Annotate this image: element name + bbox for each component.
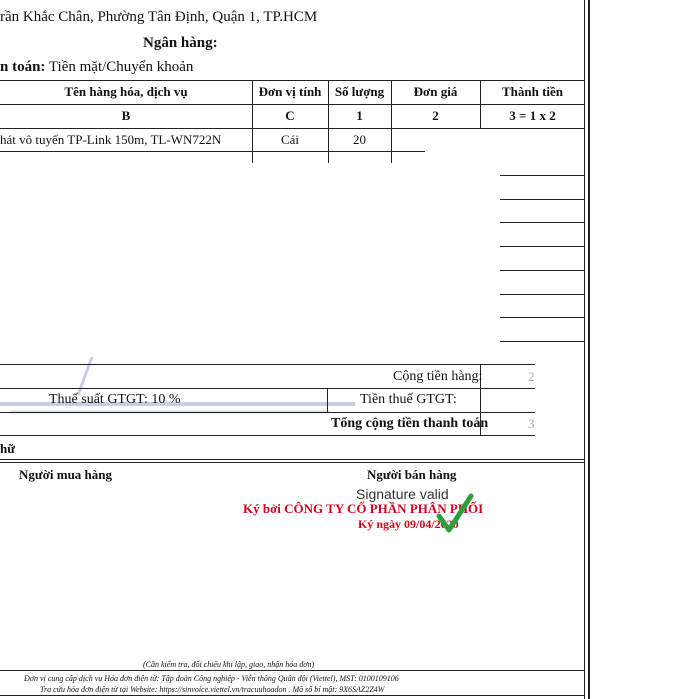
signature-top-border-2 — [0, 462, 585, 463]
amount-row-line-5 — [500, 270, 585, 271]
amount-row-line-4 — [500, 246, 585, 247]
col-code-price: 2 — [432, 108, 439, 123]
table-row-item-qty: 20 — [353, 132, 366, 147]
col-header-qty: Số lượng — [334, 84, 385, 99]
signed-by: Ký bởi CÔNG TY CỔ PHẦN PHÂN PHỐI — [243, 501, 484, 516]
footer-lookup: Tra cứu hóa đơn điện tử tại Website: https://sinvoice.viettel.vn/tracuuhoadon . Mã số bí mật: 9X6SAZ2Z4W — [40, 685, 385, 694]
buyer-label: Người mua hàng — [19, 467, 113, 482]
amount-row-line-7 — [500, 317, 585, 318]
signature-status: Signature valid — [356, 486, 449, 502]
footer-check-note: (Cần kiểm tra, đối chiếu khi lập, giao, nhận hóa đơn) — [143, 660, 315, 669]
bank-label: Ngân hàng: — [143, 35, 218, 51]
vat-rate — [49, 392, 181, 408]
totals-col-divider-1 — [327, 388, 328, 412]
amount-row-line-6 — [500, 294, 585, 295]
table-row-divider — [0, 151, 425, 152]
seller-label: Người bán hàng — [367, 467, 457, 482]
seller-address: rần Khắc Chân, Phường Tân Định, Quận 1, TP.HCM — [0, 9, 318, 25]
totals-divider-1 — [0, 388, 535, 389]
table-header-divider — [0, 104, 585, 105]
amount-row-line-2 — [500, 199, 585, 200]
amount-row-line-8 — [500, 341, 585, 342]
subtotal-label: Cộng tiền hàng: — [393, 369, 483, 384]
payment-label: n toán: — [0, 59, 46, 75]
col-code-unit: C — [285, 108, 295, 123]
amount-in-words-label: hữ — [0, 441, 16, 456]
grand-total-value: 3 — [528, 416, 535, 431]
payment-value: Tiền mặt/Chuyển khoản — [48, 59, 194, 75]
grand-total-label: Tổng cộng tiền thanh toán — [331, 416, 489, 431]
col-code-amount: 3 = 1 x 2 — [509, 108, 556, 123]
totals-divider-2 — [0, 412, 535, 413]
payment-method — [0, 59, 193, 76]
signed-date: Ký ngày 09/04/2020 — [358, 517, 459, 531]
col-code-name: B — [121, 108, 131, 123]
amount-row-line-1 — [500, 175, 585, 176]
vat-amount-label: Tiền thuế GTGT: — [360, 392, 457, 407]
col-header-name: Tên hàng hóa, dịch vụ — [64, 84, 188, 99]
table-top-border — [0, 80, 585, 81]
amount-row-line-3 — [500, 222, 585, 223]
right-border-outer — [588, 0, 590, 699]
footer-top-border — [0, 670, 585, 671]
watermark-strokes — [0, 355, 360, 425]
col-header-unit: Đơn vị tính — [258, 84, 322, 99]
vat-rate-value: 10 % — [151, 392, 181, 407]
footer-bottom-border — [0, 695, 585, 696]
subtotal-value: 2 — [528, 369, 535, 384]
table-row-item-unit: Cái — [280, 132, 300, 147]
col-code-qty: 1 — [356, 108, 363, 123]
footer-provider: Đơn vị cung cấp dịch vụ Hóa đơn điện tử: Tập đoàn Công nghiệp - Viễn thông Quân đội (Viettel), MST: 0100109106 — [24, 674, 399, 683]
vat-rate-label: Thuế suất GTGT: — [49, 392, 148, 407]
col-header-amount: Thành tiền — [501, 84, 564, 99]
signature-top-border — [0, 459, 585, 460]
checkmark-icon — [435, 492, 475, 536]
table-code-divider — [0, 128, 585, 129]
table-row-item-name: hát vô tuyến TP-Link 150m, TL-WN722N — [0, 132, 222, 147]
col-header-price: Đơn giá — [413, 84, 458, 99]
totals-top-border — [0, 364, 535, 365]
totals-bottom-border — [0, 435, 535, 436]
